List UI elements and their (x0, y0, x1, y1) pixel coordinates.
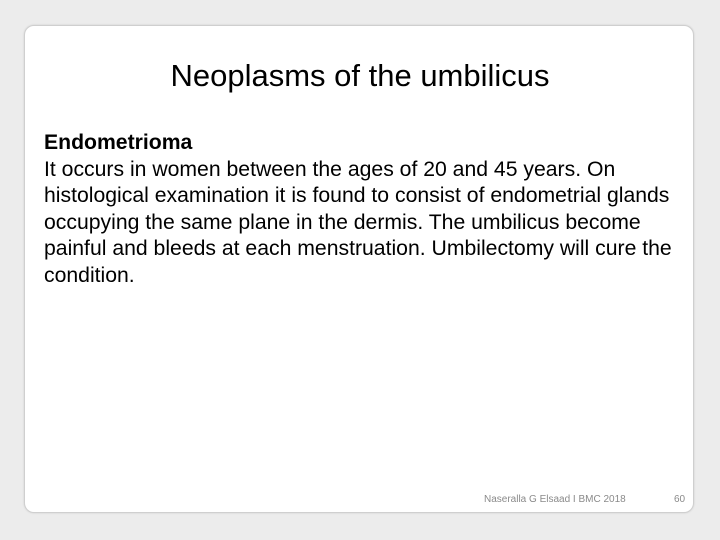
slide-title: Neoplasms of the umbilicus (170, 58, 550, 93)
footer-credit: Naseralla G Elsaad I BMC 2018 (484, 494, 626, 505)
slide-content (44, 130, 689, 289)
slide-body-text: It occurs in women between the ages of 20 and 45 years. On histological examination it is found to consist of endometrial glands occupying the same plane in the dermis. The umbilicus become painful and bleeds at each menstruation. Umbilectomy will cure the condition. (44, 157, 672, 287)
slide-subheading: Endometrioma (44, 131, 193, 154)
page-number: 60 (674, 494, 686, 505)
